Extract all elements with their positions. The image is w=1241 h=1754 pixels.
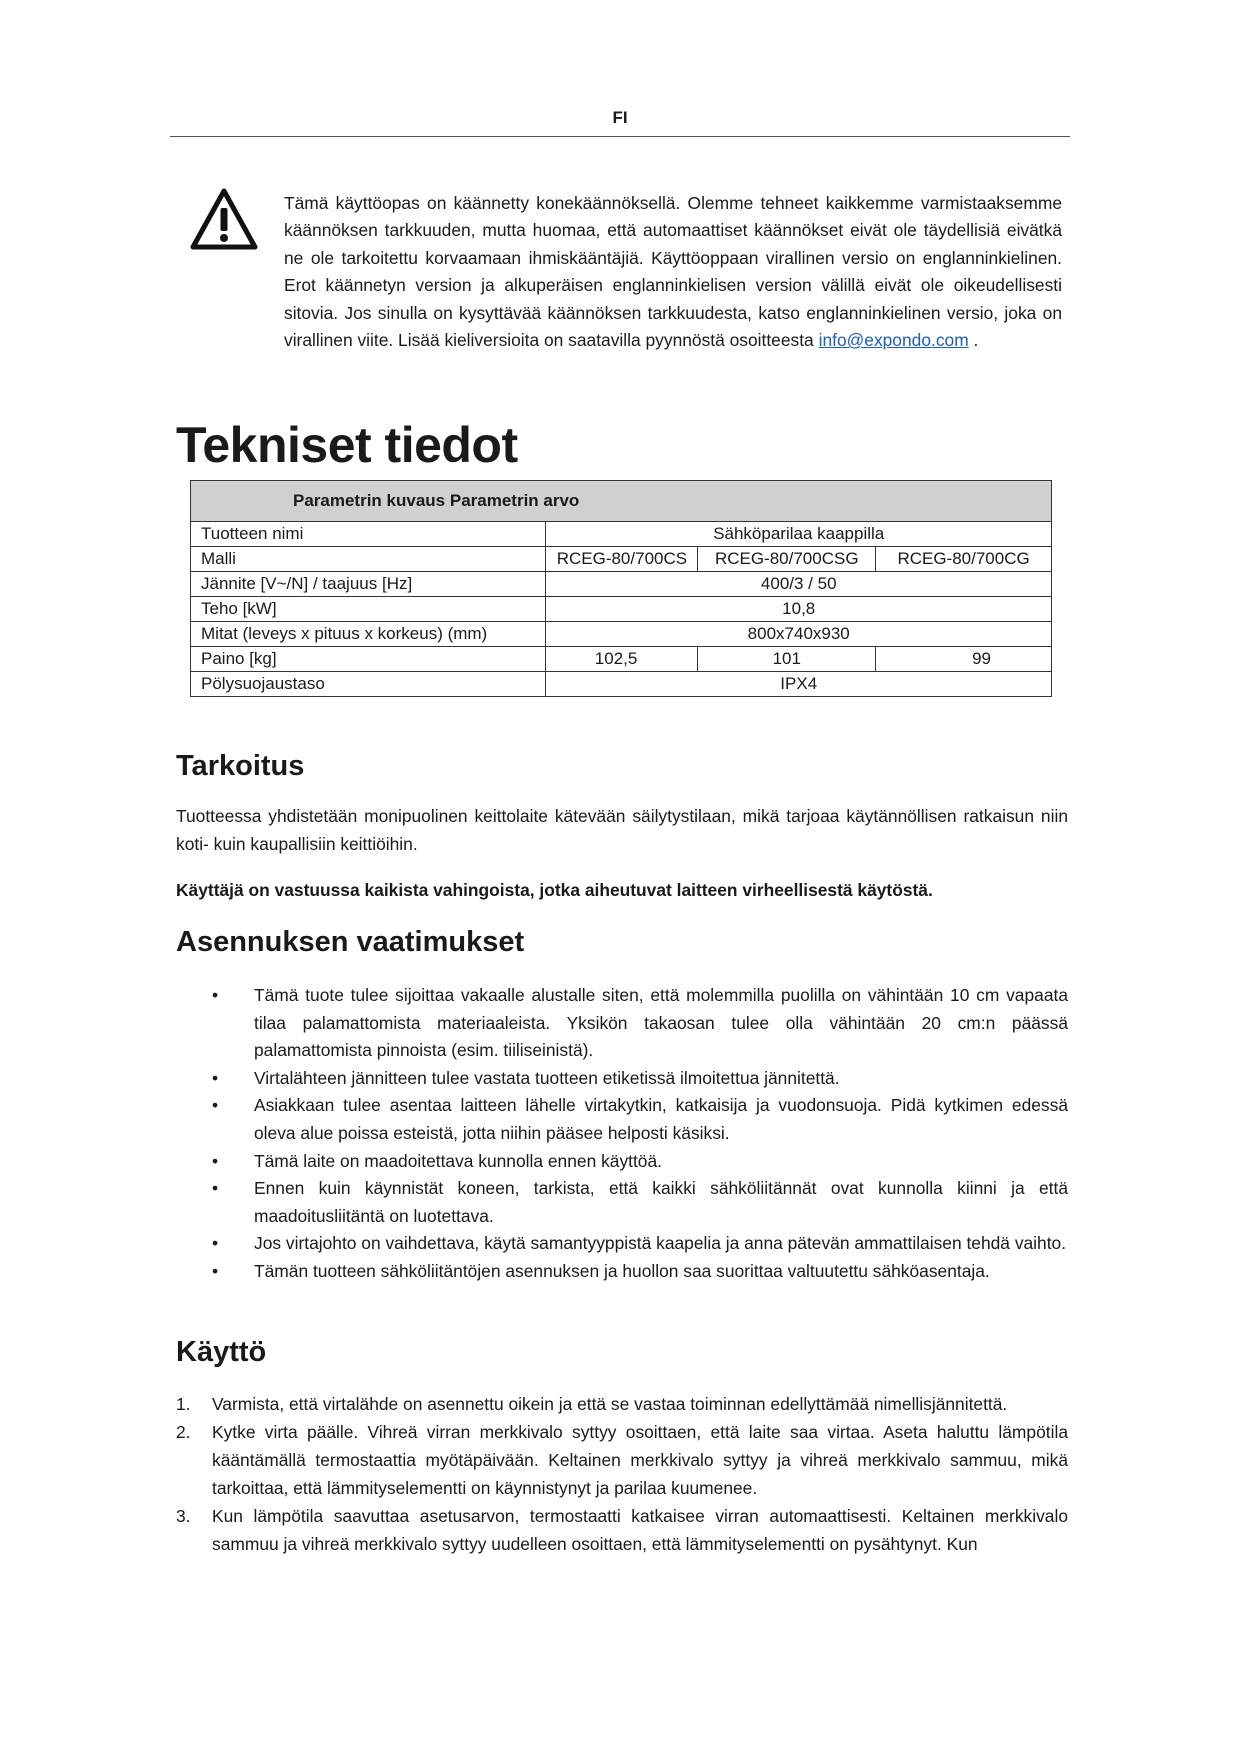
step-text: Kytke virta päälle. Vihreä virran merkkivalo syttyy osoittaen, että laite saa virtaa. Aseta haluttu lämpötila kääntämällä termostaattia myötäpäivään. Keltainen merkkivalo syttyy ja vihreä merkkivalo sammuu, mikä tarkoittaa, että lämmityselementti on käynnistynyt ja parilaa kuumenee. — [212, 1422, 1068, 1498]
bullet: • — [212, 1067, 219, 1088]
list-item — [176, 1258, 1068, 1286]
row-label: Malli — [191, 547, 546, 572]
installation-list — [176, 982, 1068, 1286]
email-link[interactable]: info@expondo.com — [818, 330, 969, 351]
step-text: Varmista, että virtalähde on asennettu oikein ja että se vastaa toiminnan edellyttämää nimellisjännitettä. — [212, 1394, 1008, 1414]
row-value: Sähköparilaa kaappilla — [546, 522, 1052, 547]
list-item — [176, 1175, 1068, 1230]
purpose-heading: Tarkoitus — [176, 750, 305, 782]
list-item-text: Tämän tuotteen sähköliitäntöjen asennuksen ja huollon saa suorittaa valtuutettu sähköasentaja. — [254, 1260, 990, 1281]
list-item-text: Asiakkaan tulee asentaa laitteen lähelle virtakytkin, katkaisija ja vuodonsuoja. Pidä kytkimen edessä oleva alue poissa esteistä, jotta niihin pääsee helposti käsiksi. — [254, 1095, 1068, 1143]
language-code: FI — [612, 108, 628, 127]
row-value: RCEG-80/700CG — [876, 547, 1052, 572]
step-number: 1. — [176, 1394, 191, 1414]
list-item — [176, 1148, 1068, 1176]
list-item-text: Tämä tuote tulee sijoittaa vakaalle alustalle siten, että molemmilla puolilla on vähintään 10 cm vapaata tilaa palamattomista materiaaleista. Yksikön takaosan tulee olla vähintään 20 cm:n päässä palamattomista pinnoista (esim. tiiliseinistä). — [254, 985, 1068, 1061]
row-label: Pölysuojaustaso — [191, 672, 546, 697]
table-row — [191, 622, 1052, 647]
table-row — [191, 522, 1052, 547]
row-value: 102,5 — [546, 647, 698, 672]
list-item — [176, 1065, 1068, 1093]
warning-triangle-icon — [190, 188, 258, 250]
step-number: 2. — [176, 1422, 191, 1442]
table-row — [191, 647, 1052, 672]
notice-text-end: . — [973, 330, 979, 351]
spec-table — [190, 480, 1052, 697]
list-item-text: Ennen kuin käynnistät koneen, tarkista, että kaikki sähköliitännät ovat kunnolla kiinni ja että maadoitusliitäntä on luotettava. — [254, 1178, 1068, 1226]
table-row — [191, 597, 1052, 622]
list-item — [176, 982, 1068, 1065]
purpose-text: Tuotteessa yhdistetään monipuolinen keittolaite kätevään säilytystilaan, mikä tarjoaa käytännöllisen ratkaisun niin koti- kuin kaupallisiin keittiöihin. — [176, 806, 1068, 854]
row-label: Jännite [V~/N] / taajuus [Hz] — [191, 572, 546, 597]
row-value: 101 — [698, 647, 876, 672]
usage-steps — [176, 1390, 1068, 1558]
row-label: Mitat (leveys x pituus x korkeus) (mm) — [191, 622, 546, 647]
list-item — [176, 1502, 1068, 1558]
row-label: Tuotteen nimi — [191, 522, 546, 547]
list-item — [176, 1418, 1068, 1502]
step-text: Kun lämpötila saavuttaa asetusarvon, termostaatti katkaisee virran automaattisesti. Keltainen merkkivalo sammuu ja vihreä merkkivalo syttyy uudelleen osoittaen, että lämmityselementti on pysähtynyt. Kun — [212, 1506, 1068, 1554]
table-header-label: Parametrin kuvaus Parametrin arvo — [293, 491, 580, 510]
row-value: 10,8 — [546, 597, 1052, 622]
table-row — [191, 572, 1052, 597]
bullet: • — [212, 1233, 219, 1254]
row-value: 400/3 / 50 — [546, 572, 1052, 597]
row-value: 800x740x930 — [546, 622, 1052, 647]
list-item — [176, 1390, 1068, 1418]
row-value: RCEG-80/700CSG — [698, 547, 876, 572]
row-label: Teho [kW] — [191, 597, 546, 622]
installation-heading: Asennuksen vaatimukset — [176, 926, 525, 958]
list-item-text: Virtalähteen jännitteen tulee vastata tuotteen etiketissä ilmoitettua jännitettä. — [254, 1067, 840, 1088]
bullet: • — [212, 985, 219, 1005]
notice-text: Tämä käyttöopas on käännetty konekäännöksellä. Olemme tehneet kaikkemme varmistaaksemme käännöksen tarkkuuden, mutta huomaa, että automaattiset käännökset eivät ole täydellisiä eivätkä ne ole tarkoitettu korvaamaan ihmiskääntäjiä. Käyttöoppaan virallinen versio on englanninkielinen. Erot käännetyn version ja alkuperäisen englanninkielisen version välillä eivät ole oikeudellisesti sitovia. Jos sinulla on kysyttävää käännöksen tarkkuudesta, katso englanninkielinen versio, joka on virallinen viite. Lisää kieliversioita on saatavilla pyynnöstä osoitteesta — [284, 193, 1062, 351]
bullet: • — [212, 1095, 219, 1116]
row-value: IPX4 — [546, 672, 1052, 697]
table-row — [191, 672, 1052, 697]
table-row — [191, 547, 1052, 572]
list-item — [176, 1092, 1068, 1147]
header-divider — [170, 136, 1070, 137]
list-item-text: Tämä laite on maadoitettava kunnolla ennen käyttöä. — [254, 1150, 662, 1171]
step-number: 3. — [176, 1506, 191, 1526]
bullet: • — [212, 1178, 219, 1199]
spec-table-header — [191, 481, 1052, 522]
bullet: • — [212, 1260, 219, 1281]
row-value: RCEG-80/700CS — [546, 547, 698, 572]
list-item — [176, 1230, 1068, 1258]
row-value: 99 — [876, 647, 1052, 672]
usage-heading: Käyttö — [176, 1336, 267, 1368]
machine-translation-notice — [284, 190, 1062, 354]
bullet: • — [212, 1150, 219, 1171]
list-item-text: Jos virtajohto on vaihdettava, käytä samantyyppistä kaapelia ja anna pätevän ammattilaisen tehdä vaihto. — [254, 1233, 1067, 1254]
liability-note: Käyttäjä on vastuussa kaikista vahingoista, jotka aiheutuvat laitteen virheellisestä käytöstä. — [176, 880, 933, 900]
row-label: Paino [kg] — [191, 647, 546, 672]
spec-title: Tekniset tiedot — [176, 417, 518, 473]
